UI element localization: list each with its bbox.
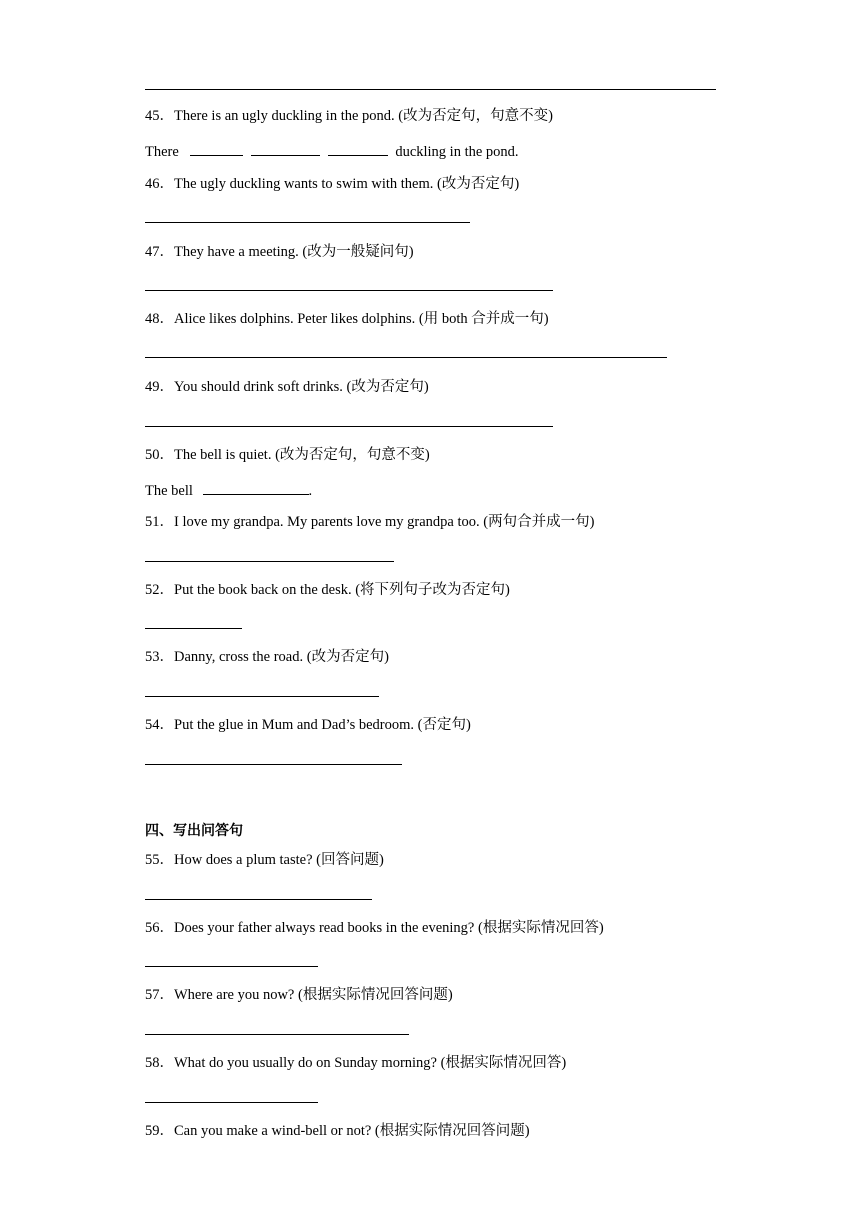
blank-45-3[interactable] <box>328 141 388 156</box>
answer-line-57[interactable] <box>145 1034 409 1035</box>
answer-line-54[interactable] <box>145 764 402 765</box>
answer-line-47[interactable] <box>145 290 553 291</box>
question-46: 46．The ugly duckling wants to swim with them. (改为否定句) <box>145 176 520 192</box>
question-45: 45．There is an ugly duckling in the pond. (改为否定句，句意不变) <box>145 108 553 124</box>
question-53: 53．Danny, cross the road. (改为否定句) <box>145 649 389 665</box>
fill-sentence-45 <box>145 141 519 161</box>
answer-line-46[interactable] <box>145 222 470 223</box>
fill-prefix-50: The bell <box>145 483 193 499</box>
question-55: 55．How does a plum taste? (回答问题) <box>145 852 384 868</box>
answer-line-55[interactable] <box>145 899 372 900</box>
question-47: 47．They have a meeting. (改为一般疑问句) <box>145 244 414 260</box>
answer-line-48[interactable] <box>145 357 667 358</box>
answer-line-53[interactable] <box>145 696 379 697</box>
answer-line-52[interactable] <box>145 628 242 629</box>
blank-50-1[interactable] <box>203 480 309 495</box>
answer-line-56[interactable] <box>145 966 318 967</box>
fill-suffix-50: . <box>308 483 313 499</box>
fill-suffix-45: duckling in the pond. <box>395 144 519 160</box>
question-57: 57．Where are you now? (根据实际情况回答问题) <box>145 987 453 1003</box>
answer-line-49[interactable] <box>145 426 553 427</box>
question-48: 48．Alice likes dolphins. Peter likes dolphins. (用 both 合并成一句) <box>145 311 549 327</box>
question-52: 52．Put the book back on the desk. (将下列句子改为否定句) <box>145 582 510 598</box>
answer-line-51[interactable] <box>145 561 394 562</box>
question-49: 49．You should drink soft drinks. (改为否定句) <box>145 379 429 395</box>
answer-line-58[interactable] <box>145 1102 318 1103</box>
answer-line-44[interactable] <box>145 89 716 90</box>
fill-sentence-50 <box>145 480 312 500</box>
section-4-heading: 四、写出问答句 <box>145 823 243 839</box>
question-54: 54．Put the glue in Mum and Dad’s bedroom. (否定句) <box>145 717 471 733</box>
question-59: 59．Can you make a wind-bell or not? (根据实际情况回答问题) <box>145 1123 530 1139</box>
question-50: 50．The bell is quiet. (改为否定句，句意不变) <box>145 447 430 463</box>
fill-prefix-45: There <box>145 144 179 160</box>
question-58: 58．What do you usually do on Sunday morning? (根据实际情况回答) <box>145 1055 567 1071</box>
blank-45-2[interactable] <box>251 141 320 156</box>
blank-45-1[interactable] <box>190 141 243 156</box>
question-56: 56．Does your father always read books in the evening? (根据实际情况回答) <box>145 920 604 936</box>
question-51: 51．I love my grandpa. My parents love my grandpa too. (两句合并成一句) <box>145 514 595 530</box>
